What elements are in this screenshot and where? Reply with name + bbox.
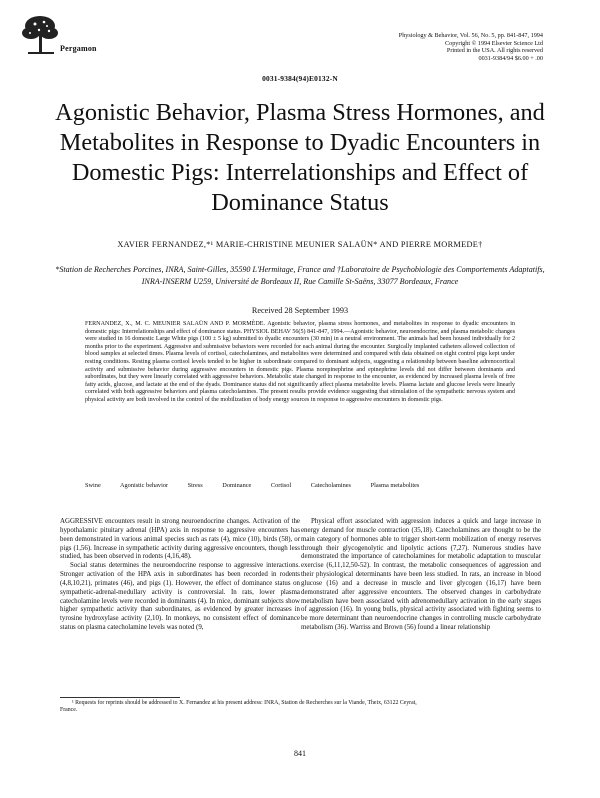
affiliations: *Station de Recherches Porcines, INRA, Saint-Gilles, 35590 L'Hermitage, France and †Laboratoire de Psychobiologie des Comportements Adaptatifs, INRA-INSERM U259, Université de Bordeaux II, Rue Camille St-Saëns, 33077 Bordeaux, France	[55, 265, 545, 286]
body-paragraph: Physical effort associated with aggression induces a quick and large increase in energy demand for muscle contraction (35,18). Catecholamines are thought to be the main category of hormones able to trigger short-term mobilization of energy reserves through their glycogenolytic and lipolytic actions (7,27). Numerous studies have demonstrated the importance of catecholamines for metabolic adaptation to muscular exercise (6,11,12,50-52). In contrast, the metabolic consequences of aggression and their physiological determinants have been less studied. In rats, an increase in blood glucose (16) and a decrease in muscle and liver glycogen (16,17) have been demonstrated after aggressive encounters. The observed changes in carbohydrate metabolism have been associated with adrenomedullary activation in the early stages of aggression (16). In young bulls, physical activity associated with fighting seems to be more determinant than neuroendocrine changes in controlling muscle carbohydrate metabolism (36). Warriss and Brown (56) found a linear relationship	[301, 518, 541, 632]
paragraph-text: encounters result in strong neuroendocrine changes. Activation of the hypothalamic pituitary adrenal (HPA) axis in response to aggressive encounters has been demonstrated in various animal species such as rats (4), mice (10), birds (58), or pigs (1,56). Increase in sympathetic activity during aggressive encounters, though less studied, has been observed in rodents (4,16,48).	[60, 518, 300, 561]
keyword: Agonistic behavior	[119, 482, 169, 489]
received-date: Received 28 September 1993	[251, 306, 349, 315]
keyword: Cortisol	[270, 482, 292, 489]
keywords	[85, 482, 437, 489]
keyword: Dominance	[222, 482, 252, 489]
journal-citation: Physiology & Behavior, Vol. 56, No. 5, pp. 841-847, 1994	[398, 32, 543, 39]
keyword: Plasma metabolites	[370, 482, 420, 489]
keyword: Stress	[187, 482, 203, 489]
body-paragraph: Social status determines the neuroendocrine response to aggressive interactions. Stronger activation of the HPA axis in subordinates has been recorded in rodents (4,8,10,21), primates (46), and pigs (1). However, the effect of dominance status on sympathetic-adrenal-medullary activity is controversial. In rats, lower plasma catecholamine levels were recorded in dominants (4). In mice, dominant subjects show higher sympathetic activity than subordinates, as evidenced by greater increases in tyrosine hydroxylase activity (2,10). In monkeys, no consistent effect of dominance status on plasma catecholamine levels was noted (9,	[60, 562, 300, 632]
body-paragraph	[60, 518, 300, 562]
opening-word: AGGRESSIVE	[60, 518, 103, 525]
author-list: XAVIER FERNANDEZ,*¹ MARIE-CHRISTINE MEUNIER SALAÜN* AND PIERRE MORMEDE†	[117, 240, 483, 249]
abstract: FERNANDEZ, X., M. C. MEUNIER SALAÜN AND P. MORMÈDE. Agonistic behavior, plasma stress hormones, and metabolites in response to dyadic encounters in domestic pigs: Interrelationships and effect of dominance status. PHYSIOL BEHAV 56(5) 841-847, 1994.—Agonistic behavior, neuroendocrine, and plasma metabolic changes were studied in 16 domestic Large White pigs (100 ± 5 kg) submitted to dyadic encounters (30 min) in a neutral environment. The animals had been housed individually for 2 months prior to the experiment. Aggressive and submissive behaviors were recorded for each animal during the encounter. Surgically implanted catheters allowed collection of blood samples at selected times. Plasma levels of cortisol, catecholamines, and metabolites were determined and compared with data obtained on eight control pigs kept under resting conditions. Resting plasma cortisol levels tended to be higher in subordinate compared to dominant subjects, suggesting a relationship between baseline adrenocortical activity and submissive behavior during aggressive encounters in domestic pigs. Plasma norepinephrine and epinephrine levels did not differ between dominants and subordinates, but they were linearly correlated with aggressive behaviors. Metabolic state changed in response to the encounter, as evidenced by increased plasma levels of free fatty acids, glucose, and lactate at the end of the dyads. Dominance status did not significantly affect plasma metabolite levels. Plasma lactate and glucose levels were linearly correlated with both aggressive behaviors and plasma catecholamines. The present results provide evidence suggesting that stimulation of the sympathetic nervous system and physical activity are both involved in the control of the mobilization of body energy sources in response to aggressive encounters in domestic pigs.	[85, 321, 515, 403]
keyword: Swine	[85, 482, 101, 489]
body-column-left	[60, 518, 300, 633]
footnote-rule	[60, 697, 180, 698]
journal-copyright: Copyright © 1994 Elsevier Science Ltd	[444, 39, 543, 47]
article-doi: 0031-9384(94)E0132-N	[262, 74, 338, 83]
journal-printed: Printed in the USA. All rights reserved	[446, 47, 543, 55]
keyword: Catecholamines	[310, 482, 351, 489]
journal-issn: 0031-9384/94 $6.00 + .00	[478, 54, 543, 62]
article-title: Agonistic Behavior, Plasma Stress Hormones, and Metabolites in Response to Dyadic Encounters in Domestic Pigs: Interrelationships and Effect of Dominance Status	[55, 99, 545, 216]
journal-info	[399, 32, 543, 62]
footnote	[60, 700, 540, 715]
publisher-name: Pergamon	[60, 44, 97, 53]
footnote-line: ¹ Requests for reprints should be addressed to X. Fernandez at his present address: INRA, Station de Recherches sur la Viande, Theix, 63122 Ceyrat,	[72, 700, 417, 706]
page-number: 841	[294, 749, 306, 758]
body-column-right	[301, 518, 541, 633]
footnote-line: France.	[60, 707, 78, 714]
